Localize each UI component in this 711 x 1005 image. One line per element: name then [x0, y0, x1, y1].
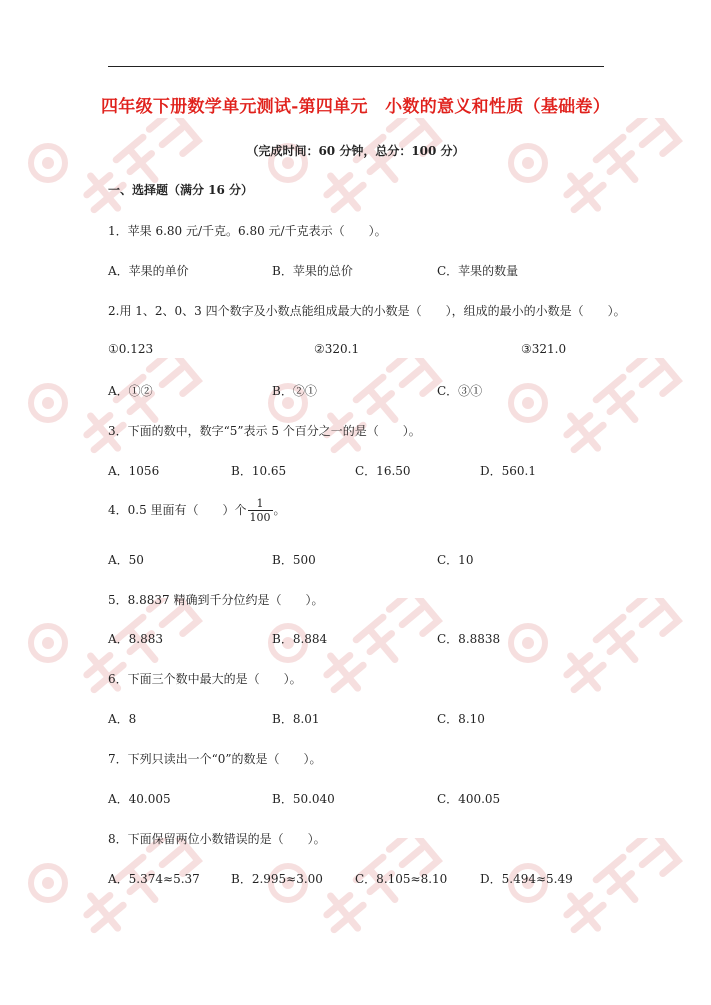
- header-rule: [108, 66, 604, 67]
- q7-option-a: A．40.005: [108, 792, 171, 806]
- q7-option-c: C．400.05: [437, 792, 501, 806]
- q4-stem-start: 4．0.5 里面有（ ）个: [108, 503, 247, 517]
- q1-option-b: B．苹果的总价: [272, 264, 353, 278]
- watermark-logo-icon: [258, 598, 458, 728]
- q3-option-a: A．1056: [108, 464, 160, 478]
- q3-option-b: B．10.65: [231, 464, 287, 478]
- q3-option-d: D．560.1: [480, 464, 536, 478]
- q2-option-b: B．②①: [272, 384, 317, 398]
- fraction-numerator: 1: [248, 497, 273, 511]
- q6-option-a: A．8: [108, 712, 137, 726]
- q5-option-c: C．8.8838: [437, 632, 501, 646]
- question-3: 3．下面的数中，数字“5”表示 5 个百分之一的是（ ）。: [108, 424, 421, 438]
- q3-option-c: C．16.50: [355, 464, 411, 478]
- question-6: 6．下面三个数中最大的是（ ）。: [108, 672, 302, 686]
- q2-choice-1: ①0.123: [108, 342, 154, 356]
- question-7: 7．下列只读出一个“0”的数是（ ）。: [108, 752, 322, 766]
- watermark-logo-icon: [258, 838, 458, 968]
- question-2: 2.用 1、2、0、3 四个数字及小数点能组成最大的小数是（ ），组成的最小的小数是（ ）。: [108, 304, 626, 318]
- q6-option-b: B．8.01: [272, 712, 320, 726]
- q8-option-c: C．8.105≈8.10: [355, 872, 448, 886]
- section-title: 一、选择题（满分 16 分）: [108, 183, 254, 197]
- time-and-score: （完成时间：60 分钟，总分：100 分）: [246, 144, 465, 158]
- watermark-logo-icon: [18, 838, 218, 968]
- q1-option-c: C．苹果的数量: [437, 264, 519, 278]
- q2-choice-3: ③321.0: [521, 342, 567, 356]
- watermark-logo-icon: [498, 598, 698, 728]
- q7-option-b: B．50.040: [272, 792, 335, 806]
- q8-option-a: A．5.374≈5.37: [108, 872, 200, 886]
- question-1: 1．苹果 6.80 元/千克。6.80 元/千克表示（ ）。: [108, 224, 387, 238]
- fraction-denominator: 100: [249, 511, 271, 524]
- q6-option-c: C．8.10: [437, 712, 485, 726]
- q8-option-b: B．2.995≈3.00: [231, 872, 323, 886]
- q2-option-c: C．③①: [437, 384, 483, 398]
- watermark-logo-icon: [498, 838, 698, 968]
- q2-option-a: A．①②: [108, 384, 153, 398]
- q4-stem-end: 。: [273, 503, 286, 517]
- q5-option-b: B．8.884: [272, 632, 328, 646]
- question-8: 8．下面保留两位小数错误的是（ ）。: [108, 832, 326, 846]
- q5-option-a: A．8.883: [108, 632, 164, 646]
- watermark-logo-icon: [498, 118, 698, 248]
- watermark-logo-icon: [18, 598, 218, 728]
- q2-choice-2: ②320.1: [314, 342, 360, 356]
- question-5: 5．8.8837 精确到千分位约是（ ）。: [108, 593, 324, 607]
- q8-option-d: D．5.494≈5.49: [480, 872, 573, 886]
- page-title: 四年级下册数学单元测试-第四单元 小数的意义和性质（基础卷）: [100, 97, 611, 117]
- question-4: [108, 497, 286, 524]
- q4-option-b: B．500: [272, 553, 316, 567]
- q1-option-a: A．苹果的单价: [108, 264, 189, 278]
- q4-option-a: A．50: [108, 553, 144, 567]
- q4-option-c: C．10: [437, 553, 474, 567]
- fraction-one-hundredth: [248, 497, 273, 524]
